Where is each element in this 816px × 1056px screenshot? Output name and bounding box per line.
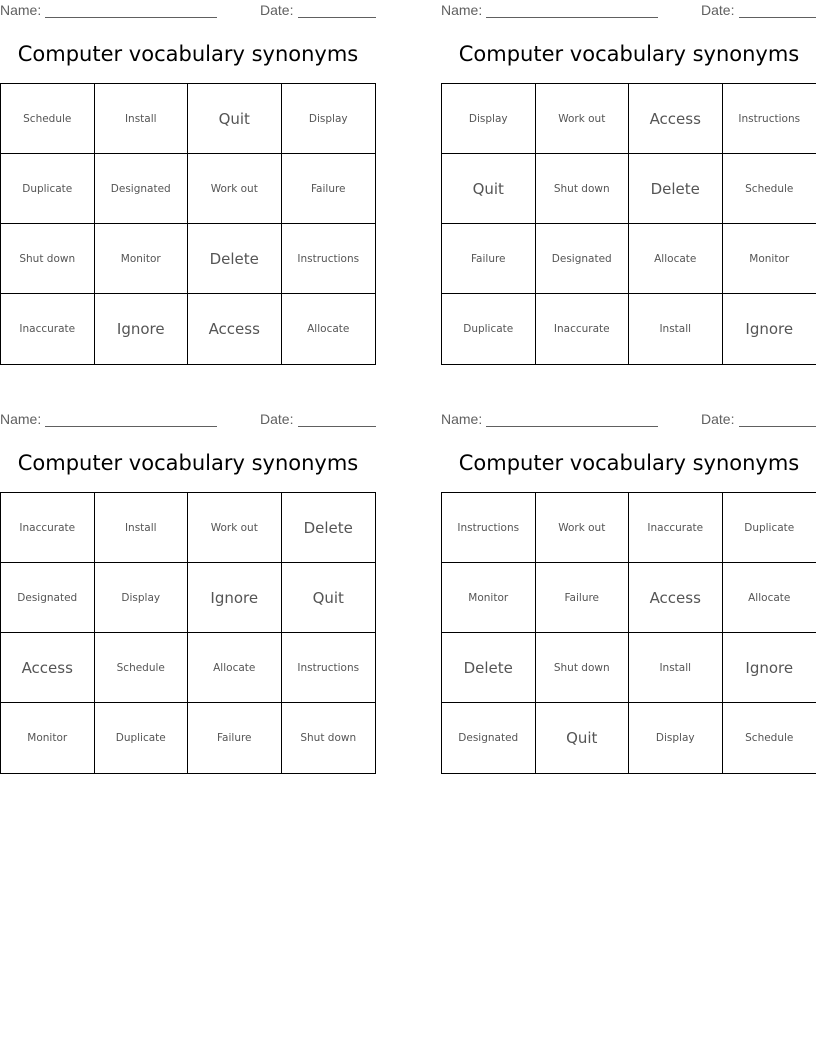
grid-cell: Instructions: [282, 633, 376, 703]
grid-cell: Ignore: [95, 294, 189, 364]
bingo-grid: [441, 83, 816, 365]
grid-cell: Quit: [188, 84, 282, 154]
bingo-card-1: [0, 0, 376, 372]
grid-cell: Duplicate: [442, 294, 536, 364]
grid-cell: Display: [95, 563, 189, 633]
grid-cell: Work out: [536, 493, 630, 563]
name-label: Name:: [441, 2, 483, 18]
grid-cell: Designated: [95, 154, 189, 224]
grid-cell: Duplicate: [95, 703, 189, 773]
grid-cell: Quit: [442, 154, 536, 224]
grid-cell: Monitor: [723, 224, 816, 294]
grid-cell: Inaccurate: [1, 294, 95, 364]
card-header: [441, 2, 816, 20]
grid-cell: Shut down: [536, 633, 630, 703]
name-blank-line[interactable]: [486, 17, 658, 18]
grid-cell: Schedule: [745, 732, 794, 744]
grid-cell: Ignore: [188, 563, 282, 633]
card-header: [0, 2, 376, 20]
grid-cell: Delete: [629, 154, 723, 224]
grid-cell: Schedule: [1, 84, 95, 154]
date-label: Date:: [701, 411, 735, 427]
grid-cell: Shut down: [536, 154, 630, 224]
name-blank-line[interactable]: [486, 426, 658, 427]
card-title: Computer vocabulary synonyms: [458, 451, 800, 475]
name-blank-line[interactable]: [45, 17, 217, 18]
grid-cell: Schedule: [95, 633, 189, 703]
card-title: Computer vocabulary synonyms: [17, 451, 359, 475]
name-label: Name:: [0, 2, 42, 18]
grid-cell: Failure: [536, 563, 630, 633]
grid-cell: Duplicate: [1, 154, 95, 224]
grid-cell: Failure: [442, 224, 536, 294]
grid-cell: Delete: [282, 493, 376, 563]
grid-cell: Instructions: [723, 84, 816, 154]
grid-cell: Work out: [188, 154, 282, 224]
date-label: Date:: [701, 2, 735, 18]
grid-cell: Allocate: [188, 633, 282, 703]
grid-cell: Install: [629, 633, 723, 703]
grid-cell: Install: [629, 294, 723, 364]
grid-cell: Install: [95, 84, 189, 154]
card-title: Computer vocabulary synonyms: [17, 42, 359, 66]
grid-cell: Delete: [188, 224, 282, 294]
name-blank-line[interactable]: [45, 426, 217, 427]
grid-cell: Monitor: [442, 563, 536, 633]
grid-cell: Duplicate: [723, 493, 816, 563]
bingo-grid: [0, 83, 376, 365]
bingo-grid: [441, 492, 816, 774]
bingo-grid: [0, 492, 376, 774]
grid-cell: Inaccurate: [629, 493, 723, 563]
grid-cell: Display: [442, 84, 536, 154]
card-header: [0, 411, 376, 429]
bingo-card-2: [441, 0, 816, 372]
name-label: Name:: [441, 411, 483, 427]
grid-cell: Install: [95, 493, 189, 563]
date-label: Date:: [260, 2, 294, 18]
grid-cell: Quit: [536, 703, 630, 773]
card-title: Computer vocabulary synonyms: [458, 42, 800, 66]
date-blank-line[interactable]: [298, 17, 376, 18]
grid-cell: Display: [282, 84, 376, 154]
grid-cell: Inaccurate: [1, 493, 95, 563]
grid-cell: Designated: [1, 563, 95, 633]
grid-cell: Access: [629, 84, 723, 154]
grid-cell: Monitor: [1, 703, 95, 773]
grid-cell: Schedule: [723, 154, 816, 224]
grid-cell: Shut down: [1, 224, 95, 294]
grid-cell: Instructions: [442, 493, 536, 563]
grid-cell: Allocate: [629, 224, 723, 294]
grid-cell: Access: [1, 633, 95, 703]
grid-cell: Instructions: [282, 224, 376, 294]
name-label: Name:: [0, 411, 42, 427]
bingo-card-4: [441, 409, 816, 781]
grid-cell: Inaccurate: [536, 294, 630, 364]
grid-cell: Work out: [536, 84, 630, 154]
date-blank-line[interactable]: [739, 17, 816, 18]
grid-cell: Failure: [188, 703, 282, 773]
grid-cell: Delete: [442, 633, 536, 703]
grid-cell: Shut down: [300, 732, 357, 744]
grid-cell: Designated: [442, 703, 536, 773]
grid-cell: Ignore: [745, 320, 794, 338]
grid-cell: Monitor: [95, 224, 189, 294]
grid-cell: Work out: [188, 493, 282, 563]
grid-cell: Display: [629, 703, 723, 773]
grid-cell: Ignore: [723, 633, 816, 703]
grid-cell: Access: [188, 294, 282, 364]
date-blank-line[interactable]: [739, 426, 816, 427]
grid-cell: Failure: [282, 154, 376, 224]
grid-cell: Quit: [282, 563, 376, 633]
grid-cell: Allocate: [307, 323, 350, 335]
grid-cell: Allocate: [723, 563, 816, 633]
card-header: [441, 411, 816, 429]
date-label: Date:: [260, 411, 294, 427]
grid-cell: Designated: [536, 224, 630, 294]
grid-cell: Access: [629, 563, 723, 633]
bingo-card-3: [0, 409, 376, 781]
date-blank-line[interactable]: [298, 426, 376, 427]
